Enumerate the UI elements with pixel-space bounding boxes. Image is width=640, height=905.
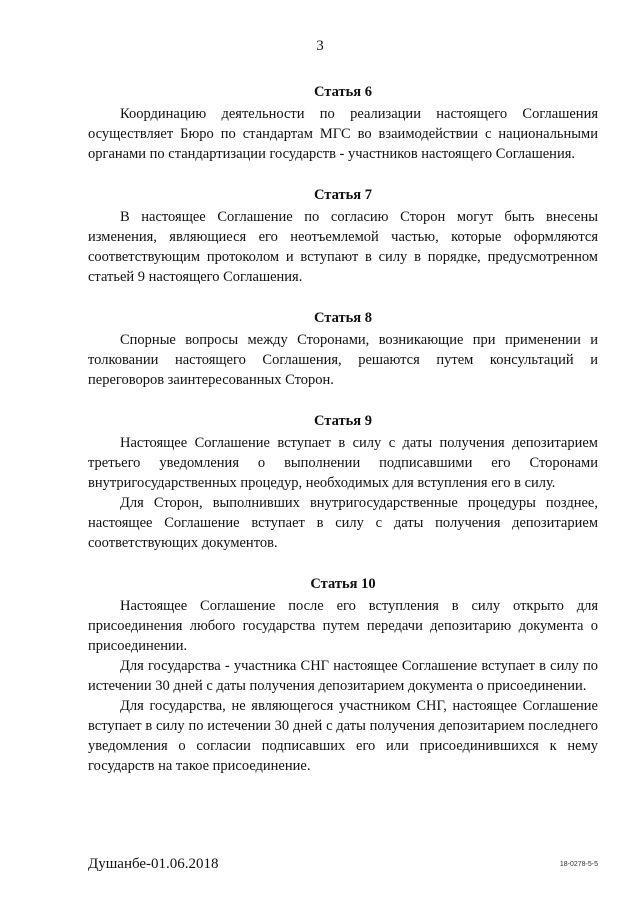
article-9 xyxy=(88,411,598,553)
paragraph: В настоящее Соглашение по согласию Сторон могут быть внесены изменения, являющиеся его неотъемлемой частью, которые оформляются соответствующим протоколом и вступают в силу в порядке, предусмотренном статьей 9 настоящего Соглашения. xyxy=(88,209,598,285)
article-title: Статья 9 xyxy=(314,413,372,429)
article-8 xyxy=(88,308,598,390)
article-title: Статья 10 xyxy=(310,576,376,592)
paragraph: Для Сторон, выполнивших внутригосударственные процедуры позднее, настоящее Соглашение вступает в силу с даты получения депозитарием соответствующих документов. xyxy=(88,495,598,551)
paragraph: Настоящее Соглашение вступает в силу с даты получения депозитарием третьего уведомления о выполнении подписавшими его Сторонами внутригосударственных процедур, необходимых для вступления его в силу. xyxy=(88,435,598,491)
paragraph: Спорные вопросы между Сторонами, возникающие при применении и толковании настоящего Соглашения, решаются путем консультаций и переговоров заинтересованных Сторон. xyxy=(88,332,598,388)
paragraph: Настоящее Соглашение после его вступления в силу открыто для присоединения любого государства путем передачи депозитарию документа о присоединении. xyxy=(88,598,598,654)
footer-doc-code: 18-0278-5-5 xyxy=(559,861,598,868)
paragraph: Для государства - участника СНГ настоящее Соглашение вступает в силу по истечении 30 дней с даты получения депозитарием документа о присоединении. xyxy=(88,658,598,694)
paragraph: Для государства, не являющегося участником СНГ, настоящее Соглашение вступает в силу по истечении 30 дней с даты получения депозитарием последнего уведомления о согласии подписавших его или присоединившихся к нему государств на такое присоединение. xyxy=(88,698,598,774)
article-title: Статья 8 xyxy=(314,310,372,326)
page-number: 3 xyxy=(316,38,324,54)
article-7 xyxy=(88,185,598,287)
article-10 xyxy=(88,574,598,776)
article-title: Статья 7 xyxy=(314,187,372,203)
article-6 xyxy=(88,82,598,164)
document-body xyxy=(88,82,598,797)
footer-place-date: Душанбе-01.06.2018 xyxy=(88,856,219,872)
article-title: Статья 6 xyxy=(314,84,372,100)
paragraph: Координацию деятельности по реализации настоящего Соглашения осуществляет Бюро по стандартам МГС во взаимодействии с национальными органами по стандартизации государств - участников настоящего Соглашения. xyxy=(88,106,598,162)
